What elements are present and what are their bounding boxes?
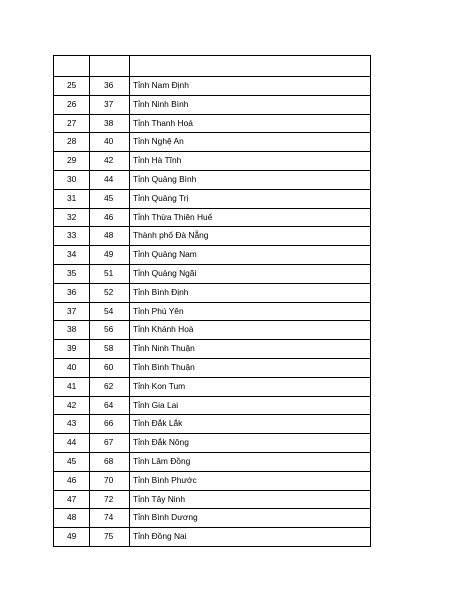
table-row bbox=[54, 377, 371, 396]
province-code-cell: 70 bbox=[90, 471, 130, 490]
row-number-cell: 39 bbox=[54, 340, 90, 359]
province-name-cell: Tỉnh Đồng Nai bbox=[130, 528, 371, 547]
province-code-cell: 74 bbox=[90, 509, 130, 528]
province-name-cell: Tỉnh Quảng Ngãi bbox=[130, 264, 371, 283]
table-row bbox=[54, 528, 371, 547]
province-code-cell: 40 bbox=[90, 133, 130, 152]
province-name-cell: Tỉnh Tây Ninh bbox=[130, 490, 371, 509]
row-number-cell: 41 bbox=[54, 377, 90, 396]
row-number-cell: 26 bbox=[54, 95, 90, 114]
header-cell-code bbox=[90, 56, 130, 77]
province-table bbox=[53, 55, 371, 547]
table-row bbox=[54, 396, 371, 415]
province-code-cell: 58 bbox=[90, 340, 130, 359]
province-name-cell: Tỉnh Đắk Lắk bbox=[130, 415, 371, 434]
table-row bbox=[54, 302, 371, 321]
row-number-cell: 40 bbox=[54, 358, 90, 377]
province-code-cell: 60 bbox=[90, 358, 130, 377]
province-code-cell: 42 bbox=[90, 152, 130, 171]
row-number-cell: 35 bbox=[54, 264, 90, 283]
row-number-cell: 33 bbox=[54, 227, 90, 246]
row-number-cell: 30 bbox=[54, 170, 90, 189]
province-code-cell: 66 bbox=[90, 415, 130, 434]
province-name-cell: Tỉnh Thanh Hoá bbox=[130, 114, 371, 133]
table-row bbox=[54, 471, 371, 490]
province-name-cell: Tỉnh Gia Lai bbox=[130, 396, 371, 415]
province-name-cell: Thành phố Đà Nẵng bbox=[130, 227, 371, 246]
row-number-cell: 38 bbox=[54, 321, 90, 340]
province-name-cell: Tỉnh Lâm Đồng bbox=[130, 452, 371, 471]
row-number-cell: 49 bbox=[54, 528, 90, 547]
table-row bbox=[54, 509, 371, 528]
row-number-cell: 34 bbox=[54, 246, 90, 265]
province-name-cell: Tỉnh Ninh Bình bbox=[130, 95, 371, 114]
province-code-cell: 72 bbox=[90, 490, 130, 509]
row-number-cell: 29 bbox=[54, 152, 90, 171]
province-code-cell: 64 bbox=[90, 396, 130, 415]
header-cell-name bbox=[130, 56, 371, 77]
table-row bbox=[54, 434, 371, 453]
province-code-cell: 67 bbox=[90, 434, 130, 453]
province-code-cell: 45 bbox=[90, 189, 130, 208]
row-number-cell: 43 bbox=[54, 415, 90, 434]
province-code-cell: 62 bbox=[90, 377, 130, 396]
province-code-cell: 68 bbox=[90, 452, 130, 471]
province-name-cell: Tỉnh Kon Tum bbox=[130, 377, 371, 396]
province-name-cell: Tỉnh Hà Tĩnh bbox=[130, 152, 371, 171]
row-number-cell: 28 bbox=[54, 133, 90, 152]
table-header-row bbox=[54, 56, 371, 77]
province-name-cell: Tỉnh Thừa Thiên Huế bbox=[130, 208, 371, 227]
table-row bbox=[54, 77, 371, 96]
table-row bbox=[54, 340, 371, 359]
province-code-cell: 38 bbox=[90, 114, 130, 133]
table-row bbox=[54, 133, 371, 152]
province-name-cell: Tỉnh Bình Định bbox=[130, 283, 371, 302]
province-name-cell: Tỉnh Quảng Nam bbox=[130, 246, 371, 265]
province-code-cell: 49 bbox=[90, 246, 130, 265]
table-row bbox=[54, 490, 371, 509]
province-name-cell: Tỉnh Phú Yên bbox=[130, 302, 371, 321]
table-body bbox=[54, 56, 371, 547]
province-name-cell: Tỉnh Đắk Nông bbox=[130, 434, 371, 453]
header-cell-stt bbox=[54, 56, 90, 77]
province-code-cell: 48 bbox=[90, 227, 130, 246]
province-code-cell: 54 bbox=[90, 302, 130, 321]
table-row bbox=[54, 415, 371, 434]
province-name-cell: Tỉnh Bình Dương bbox=[130, 509, 371, 528]
table-row bbox=[54, 246, 371, 265]
province-name-cell: Tỉnh Ninh Thuận bbox=[130, 340, 371, 359]
province-code-cell: 36 bbox=[90, 77, 130, 96]
row-number-cell: 37 bbox=[54, 302, 90, 321]
province-code-cell: 37 bbox=[90, 95, 130, 114]
table-row bbox=[54, 170, 371, 189]
province-code-cell: 75 bbox=[90, 528, 130, 547]
province-name-cell: Tỉnh Quảng Bình bbox=[130, 170, 371, 189]
province-code-cell: 51 bbox=[90, 264, 130, 283]
row-number-cell: 31 bbox=[54, 189, 90, 208]
province-code-cell: 56 bbox=[90, 321, 130, 340]
province-name-cell: Tỉnh Nghệ An bbox=[130, 133, 371, 152]
row-number-cell: 45 bbox=[54, 452, 90, 471]
table-row bbox=[54, 283, 371, 302]
table-row bbox=[54, 227, 371, 246]
province-code-cell: 52 bbox=[90, 283, 130, 302]
row-number-cell: 46 bbox=[54, 471, 90, 490]
province-code-cell: 44 bbox=[90, 170, 130, 189]
row-number-cell: 42 bbox=[54, 396, 90, 415]
province-name-cell: Tỉnh Nam Định bbox=[130, 77, 371, 96]
table-row bbox=[54, 264, 371, 283]
row-number-cell: 27 bbox=[54, 114, 90, 133]
table-row bbox=[54, 321, 371, 340]
table-row bbox=[54, 152, 371, 171]
table-row bbox=[54, 95, 371, 114]
row-number-cell: 48 bbox=[54, 509, 90, 528]
table-row bbox=[54, 189, 371, 208]
province-code-cell: 46 bbox=[90, 208, 130, 227]
table-row bbox=[54, 358, 371, 377]
province-name-cell: Tỉnh Khánh Hoà bbox=[130, 321, 371, 340]
table-row bbox=[54, 452, 371, 471]
row-number-cell: 25 bbox=[54, 77, 90, 96]
row-number-cell: 47 bbox=[54, 490, 90, 509]
table-row bbox=[54, 208, 371, 227]
province-name-cell: Tỉnh Bình Phước bbox=[130, 471, 371, 490]
province-name-cell: Tỉnh Quảng Trị bbox=[130, 189, 371, 208]
table-row bbox=[54, 114, 371, 133]
province-name-cell: Tỉnh Bình Thuận bbox=[130, 358, 371, 377]
row-number-cell: 36 bbox=[54, 283, 90, 302]
row-number-cell: 32 bbox=[54, 208, 90, 227]
row-number-cell: 44 bbox=[54, 434, 90, 453]
